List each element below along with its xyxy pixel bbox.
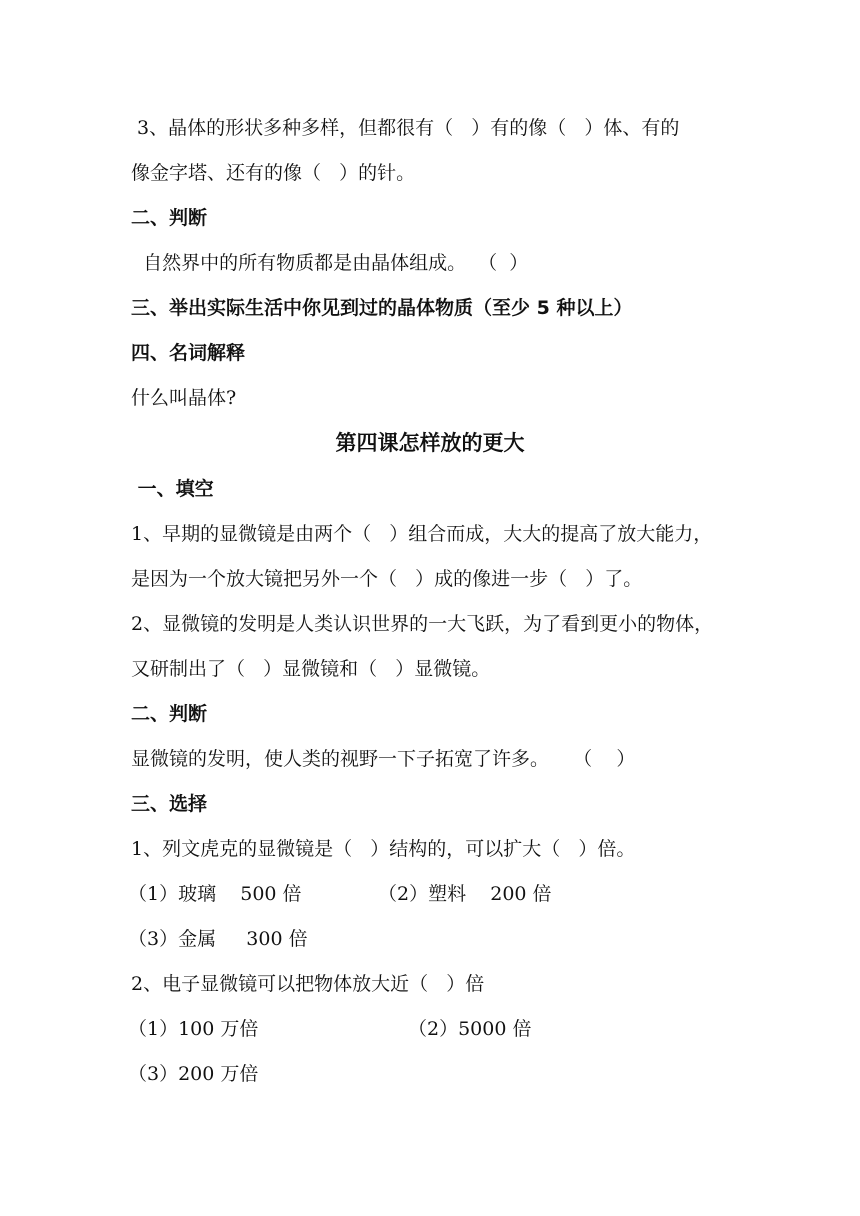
lesson-title: 第四课怎样放的更大 [335,431,525,455]
choice-question-1-option-3: （3）金属 300 倍 [128,928,308,950]
fill-question-2-line-2: 又研制出了（ ）显微镜和（ ）显微镜。 [131,658,491,680]
judge-heading: 二、判断 [131,207,208,229]
choice-question-1: 1、列文虎克的显微镜是（ ）结构的，可以扩大（ ）倍。 [131,838,636,860]
fill-question-1-line-2: 是因为一个放大镜把另外一个（ ）成的像进一步（ ）了。 [131,568,643,590]
choice-question-1-option-2: （2）塑料 200 倍 [378,883,552,905]
terms-heading: 四、名词解释 [131,342,246,364]
fill-question-3-line-1: 3、晶体的形状多种多样，但都很有（ ）有的像（ ）体、有的 [131,117,680,139]
fill-heading: 一、填空 [131,478,214,500]
choice-question-2: 2、电子显微镜可以把物体放大近（ ）倍 [131,973,485,995]
judge-heading-lesson4: 二、判断 [131,703,208,725]
fill-question-2-line-1: 2、显微镜的发明是人类认识世界的一大飞跃，为了看到更小的物体， [131,613,714,635]
examples-heading: 三、举出实际生活中你见到过的晶体物质（至少 5 种以上） [131,297,633,319]
fill-question-1-line-1: 1、早期的显微镜是由两个（ ）组合而成，大大的提高了放大能力， [131,523,713,545]
choice-question-1-option-1: （1）玻璃 500 倍 [128,883,302,905]
choice-question-2-option-1: （1）100 万倍 [128,1018,259,1040]
judge-item: 自然界中的所有物质都是由晶体组成。 （ ） [131,252,529,274]
choice-question-2-option-2: （2）5000 倍 [408,1018,532,1040]
choice-heading: 三、选择 [131,793,208,815]
fill-question-3-line-2: 像金字塔、还有的像（ ）的针。 [131,162,416,184]
choice-question-2-option-3: （3）200 万倍 [128,1063,259,1085]
judge-item-lesson4: 显微镜的发明，使人类的视野一下子拓宽了许多。 （ ） [131,748,636,770]
terms-question: 什么叫晶体? [131,387,237,409]
